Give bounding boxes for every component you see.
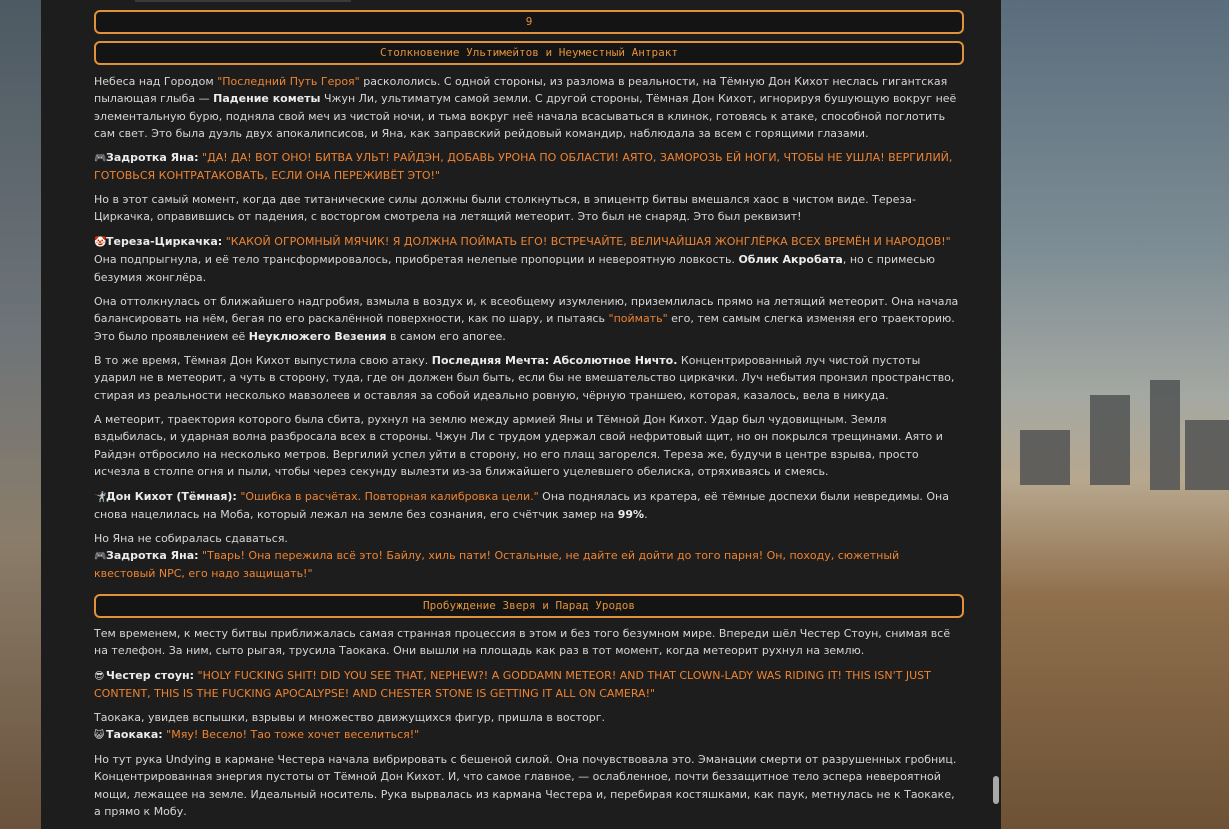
- section-title: Столкновение Ультимейтов и Неуместный Антракт: [94, 41, 964, 65]
- dialogue-line: 😎 Честер стоун: "HOLY FUCKING SHIT! DID YOU SEE THAT, NEPHEW?! A GODDAMN METEOR! AND THAT CLOWN-LADY WAS RIDING IT! THIS ISN'T JUST CONTENT, THIS IS THE FUCKING APOCALYPSE! AND CHESTER STONE IS GETTING IT ALL ON CAMERA!": [94, 669, 931, 701]
- top-divider: [135, 0, 351, 2]
- gamepad-icon: 🎮: [94, 551, 107, 562]
- rock-formation: [1150, 380, 1180, 490]
- story-paragraph: Таокака, увидев вспышки, взрывы и множество движущихся фигур, пришла в восторг.: [94, 711, 606, 724]
- rock-formation: [1090, 395, 1130, 485]
- dialogue-line: 🎮Задротка Яна: "Тварь! Она пережила всё это! Байлу, хиль пати! Остальные, не дайте ей дойти до того парня! Он, походу, сюжетный квестовый NPC, его надо защищать!": [94, 549, 900, 581]
- clown-icon: 🤡: [94, 237, 107, 248]
- story-paragraph: Но в этот самый момент, когда две титанические силы должны были столкнуться, в эпицентр битвы вмешался хаос в чистом виде. Тереза-Циркачка, оправившись от падения, с восторгом смотрела на летящий метеорит. Это был не снаряд. Это был реквизит!: [94, 193, 916, 224]
- background-left-strip: [0, 0, 41, 829]
- story-paragraph: Она оттолкнулась от ближайшего надгробия, взмыла в воздух и, к всеобщему изумлению, приземлилась прямо на летящий метеорит. Она начала балансировать на нём, бегая по его раскалённой поверхности, как по шару, и пытаясь "поймать" его, тем самым слегка изменяя его траекторию. Это было проявлением её Неуклюжего Везения в самом его апогее.: [94, 295, 959, 343]
- section-title: Пробуждение Зверя и Парад Уродов: [94, 594, 964, 618]
- chapter-number-box: 9: [94, 10, 964, 34]
- dialogue-line: 🎮Задротка Яна: "ДА! ДА! ВОТ ОНО! БИТВА УЛЬТ! РАЙДЭН, ДОБАВЬ УРОНА ПО ОБЛАСТИ! АЯТО, ЗАМОРОЗЬ ЕЙ НОГИ, ЧТОБЫ НЕ УШЛА! ВЕРГИЛИЙ, ГОТОВЬСЯ КОНТРАТАКОВАТЬ, ЕСЛИ ОНА ПЕРЕЖИВЁТ ЭТО!": [94, 151, 953, 183]
- story-paragraph: Тем временем, к месту битвы приближалась самая странная процессия в этом и без того безумном мире. Впереди шёл Честер Стоун, снимая всё на телефон. За ним, сыто рыгая, трусила Таокака. Они вышли на площадь как раз в тот момент, когда метеорит рухнул на землю.: [94, 627, 951, 658]
- story-paragraph: Но тут рука Undying в кармане Честера начала вибрировать с бешеной силой. Она почувствовала это. Эманации смерти от разрушенных гробниц. Концентрированная энергия пустоты от Тёмной Дон Кихот. И, что самое главное, — ослабленное, почти беззащитное тело эспера невероятной мощи, лежащее на земле. Идеальный носитель. Рука вырвалась из кармана Честера и, перебирая костяшками, как паук, метнулась не к Таокаке, а прямо к Мобу.: [94, 753, 957, 818]
- story-panel: [41, 0, 1001, 829]
- rock-formation: [1185, 420, 1229, 490]
- sunglasses-icon: 😎: [94, 671, 105, 682]
- dialogue-line: 😺 Таокака: "Мяу! Весело! Тао тоже хочет веселиться!": [94, 726, 962, 744]
- story-paragraph: А метеорит, траектория которого была сбита, рухнул на землю между армией Яны и Тёмной Дон Кихот. Удар был чудовищным. Земля вздыбилась, и ударная волна разбросала всех в стороны. Чжун Ли с трудом удержал свой нефритовый щит, но он покрылся трещинами. Аято и Райдэн отбросило на несколько метров. Вергилий успел уйти в сторону, но его плащ загорелся. Тереза же, будучи в центре взрыва, просто исчезла в столпе огня и пыли, чтобы через секунду вылезти из-за ближайшего уцелевшего обелиска, отряхиваясь и смеясь.: [94, 413, 943, 478]
- story-paragraph: Но Яна не собиралась сдаваться.: [94, 532, 288, 545]
- rock-formation: [1020, 430, 1070, 485]
- scrollbar-thumb[interactable]: [993, 776, 999, 804]
- fencer-icon: 🤺: [94, 492, 107, 503]
- story-paragraph: В то же время, Тёмная Дон Кихот выпустила свою атаку. Последняя Мечта: Абсолютное Ничто. Концентрированный луч чистой пустоты ударил не в метеорит, а чуть в сторону, туда, где он должен был быть, если бы не вмешательство циркачки. Луч небытия пронзил пространство, стирая из реальности несколько мавзолеев и оставляя за собой идеально ровную, чёрную траншею, которая, казалось, вела в никуда.: [94, 354, 955, 402]
- scrollbar-track[interactable]: [991, 0, 1001, 829]
- gamepad-icon: 🎮: [94, 153, 107, 164]
- cat-icon: 😺: [94, 730, 105, 741]
- story-paragraph: Небеса над Городом "Последний Путь Героя" раскололись. С одной стороны, из разлома в реальности, на Тёмную Дон Кихот неслась гигантская пылающая глыба — Падение кометы Чжун Ли, ультиматум самой земли. С другой стороны, Тёмная Дон Кихот, игнорируя бушующую вокруг неё элементальную бурю, подняла свой меч из чистой ночи, и тьма вокруг неё начала всасываться в клинок, готовясь к атаке, способной поглотить сам свет. Это была дуэль двух апокалипсисов, и Яна, как заправский рейдовый командир, наблюдала за всем с горящими глазами.: [94, 75, 957, 140]
- dialogue-line: 🤺Дон Кихот (Тёмная): "Ошибка в расчётах. Повторная калибровка цели." Она поднялась из кратера, её тёмные доспехи были невредимы. Она снова нацелилась на Моба, который лежал на земле без сознания, его счётчик замер на 99%.: [94, 490, 949, 522]
- dialogue-line: 🤡Тереза-Циркачка: "КАКОЙ ОГРОМНЫЙ МЯЧИК! Я ДОЛЖНА ПОЙМАТЬ ЕГО! ВСТРЕЧАЙТЕ, ВЕЛИЧАЙШАЯ ЖОНГЛЁРКА ВСЕХ ВРЕМЁН И НАРОДОВ!" Она подпрыгнула, и её тело трансформировалось, приобретая нелепые пропорции и невероятную ловкость. Облик Акробата, но с примесью безумия жонглёра.: [94, 235, 951, 284]
